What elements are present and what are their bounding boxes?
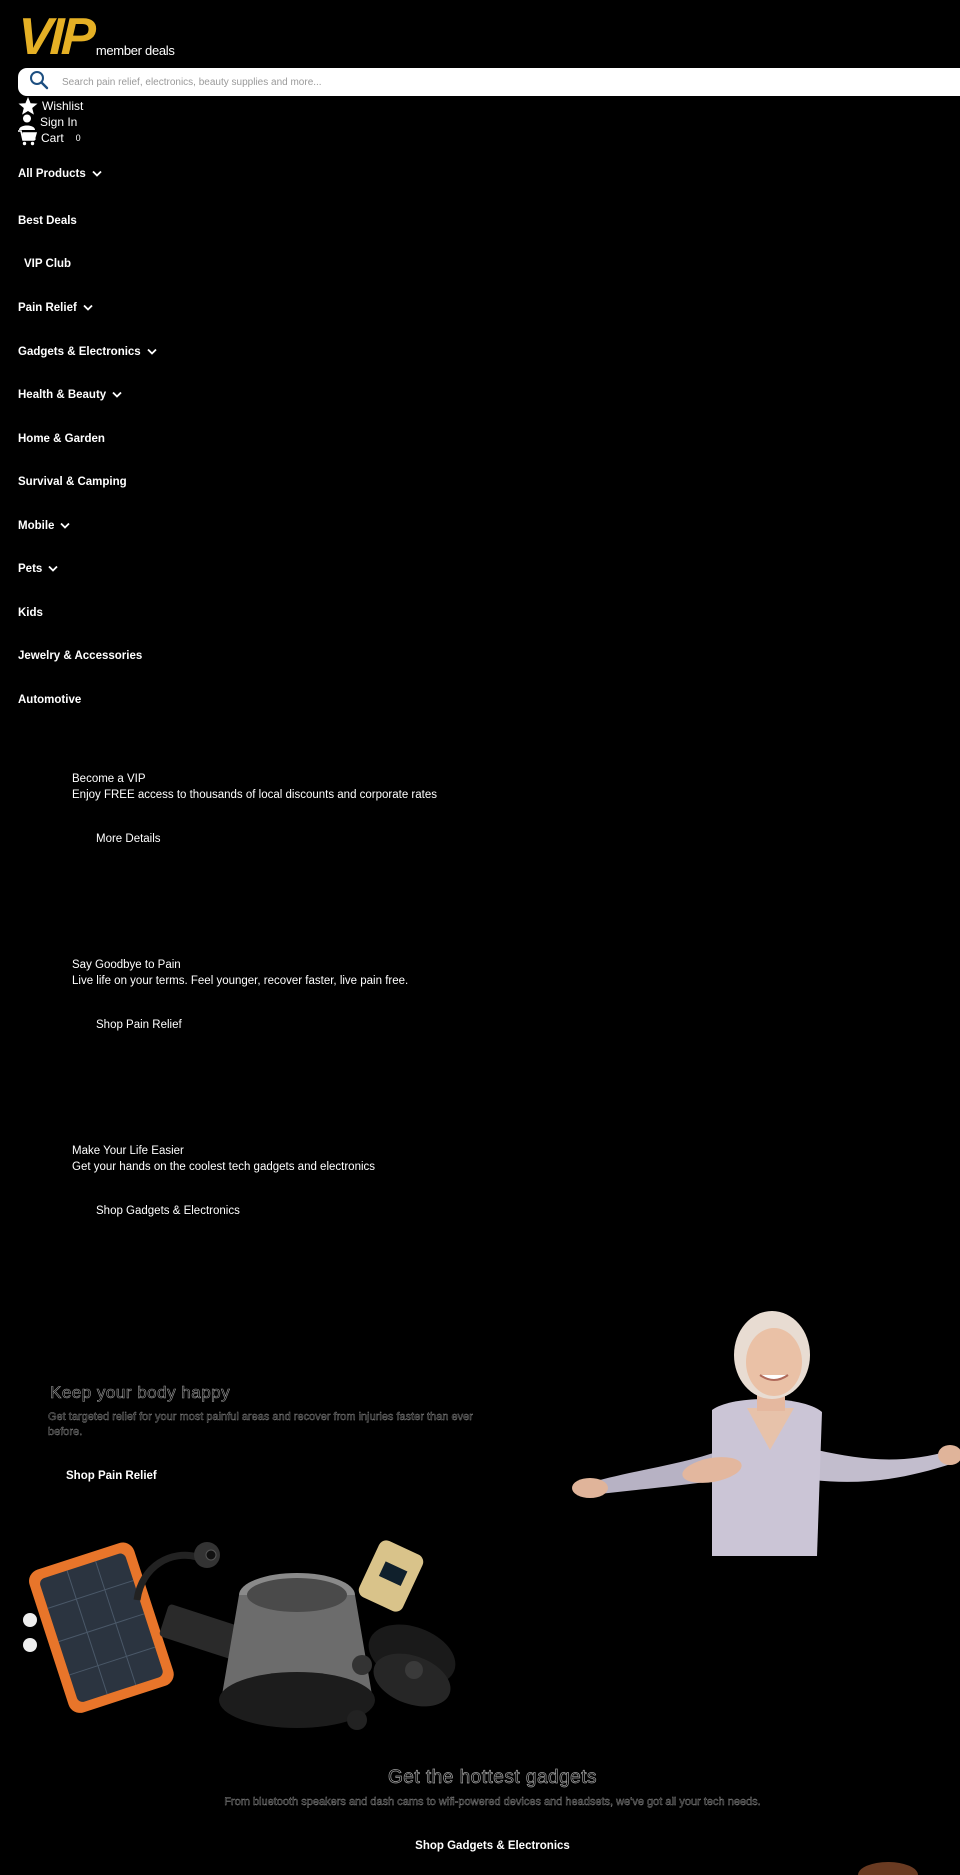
partial-image-corner [858,1862,918,1875]
nav-item-pets[interactable] [18,560,58,578]
logo-member-deals-text: member deals [95,43,175,58]
promo-title: Make Your Life Easier [72,1145,184,1157]
cart-count-badge: 0 [75,133,81,143]
chevron-down-icon[interactable] [83,304,93,312]
gadgets-section-title: Get the hottest gadgets [387,1767,598,1788]
promo-pain-relief [72,957,409,1031]
nav-item-vip-club[interactable] [24,255,71,273]
promo-title: Say Goodbye to Pain [72,959,181,971]
chevron-down-icon[interactable] [112,391,122,399]
logo-vip-text: VIP [16,8,94,66]
promo-subtitle: Live life on your terms. Feel younger, recover faster, live pain free. [72,975,409,987]
nav-item-home-garden[interactable] [18,430,105,448]
star-icon [18,98,38,114]
nav-item-gadgets-electronics[interactable] [18,343,157,361]
chevron-down-icon[interactable] [147,348,157,356]
nav-item-label: Survival & Camping [18,476,127,488]
nav-item-label: Automotive [18,694,82,706]
chevron-down-icon[interactable] [48,565,58,573]
wishlist-label: Wishlist [42,99,84,113]
chevron-down-icon[interactable] [60,522,70,530]
promo-title: Become a VIP [72,773,146,785]
shop-gadgets-button[interactable]: Shop Gadgets & Electronics [96,1205,240,1217]
nav-item-label: Home & Garden [18,433,105,445]
nav-item-pain-relief[interactable] [18,299,93,317]
hero-shop-pain-relief-button[interactable]: Shop Pain Relief [66,1470,157,1482]
promo-become-vip [72,771,438,845]
cart-label: Cart [41,131,64,145]
wishlist-link[interactable] [18,98,83,114]
nav-item-label: All Products [18,168,86,180]
nav-item-all-products[interactable] [18,165,102,183]
cart-icon [18,130,38,146]
shop-gadgets-electronics-button[interactable]: Shop Gadgets & Electronics [415,1840,570,1852]
nav-item-label: Pets [18,563,43,575]
promo-subtitle: Enjoy FREE access to thousands of local discounts and corporate rates [72,789,438,801]
nav-item-label: Kids [18,607,43,619]
hero-title: Keep your body happy [50,1383,231,1402]
shop-pain-relief-button[interactable]: Shop Pain Relief [96,1019,182,1031]
woman-stretching-image [572,1300,960,1556]
nav-item-survival-camping[interactable] [18,473,127,491]
promo-gadgets [72,1143,376,1217]
nav-item-mobile[interactable] [18,517,70,535]
nav-item-label: Mobile [18,520,55,532]
nav-item-best-deals[interactable] [18,212,77,230]
nav-item-label: Jewelry & Accessories [18,650,143,662]
signin-link[interactable] [18,114,77,130]
hero-subtitle: Get targeted relief for your most painful areas and recover from injuries faster than ever before. [48,1411,473,1438]
nav-item-label: Gadgets & Electronics [18,346,141,358]
signin-label: Sign In [40,115,78,129]
nav-item-jewelry-accessories[interactable] [18,647,142,665]
brand-logo[interactable] [16,8,175,66]
user-icon [18,114,38,130]
promo-subtitle: Get your hands on the coolest tech gadgets and electronics [72,1161,376,1173]
nav-item-health-beauty[interactable] [18,386,122,404]
nav-item-label: Pain Relief [18,302,77,314]
nav-item-label: Best Deals [18,215,77,227]
search-bar [18,68,960,96]
nav-item-kids[interactable] [18,604,43,622]
more-details-button[interactable]: More Details [96,833,161,845]
gadgets-section-subtitle: From bluetooth speakers and dash cams to wifi-powered devices and headsets, we've got all your tech needs. [224,1796,761,1808]
chevron-down-icon[interactable] [92,170,102,178]
nav-item-automotive[interactable] [18,691,81,709]
nav-item-label: VIP Club [24,258,72,270]
search-input[interactable] [62,77,942,88]
gadgets-product-image [22,1535,467,1740]
cart-link[interactable] [18,130,81,146]
nav-item-label: Health & Beauty [18,389,107,401]
search-icon[interactable] [28,69,54,95]
